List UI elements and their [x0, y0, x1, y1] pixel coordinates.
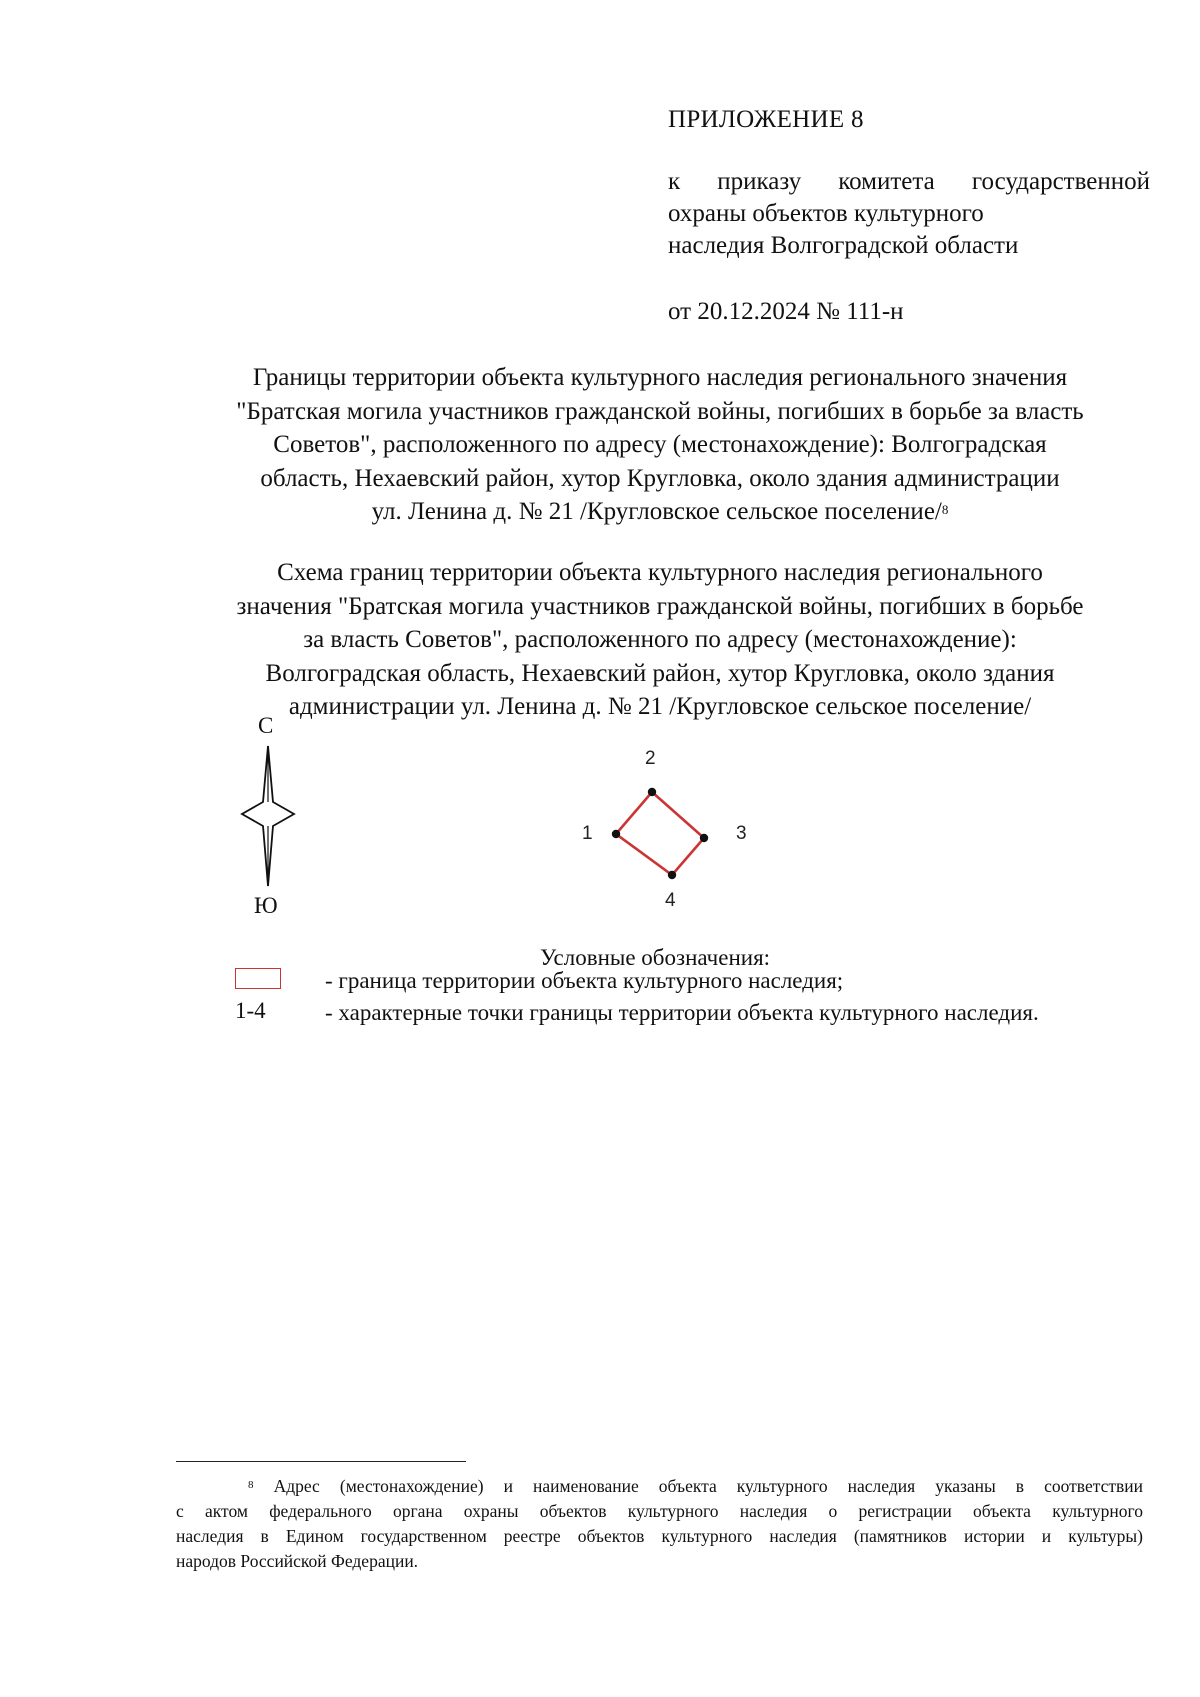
- boundary-point-1: [612, 830, 620, 838]
- scheme-line-4: Волгоградская область, Нехаевский район, хутор Кругловка, около здания: [265, 659, 1055, 687]
- compass-rose-icon: [240, 744, 296, 890]
- boundaries-heading: [120, 361, 1200, 529]
- scheme-line-3: за власть Советов", расположенного по адресу (местонахождение):: [303, 626, 1017, 653]
- footnote-reference[interactable]: 8: [941, 502, 949, 517]
- compass-north-label: С: [258, 713, 274, 738]
- footnote-line-4: народов Российской Федерации.: [176, 1551, 419, 1571]
- heading-line-2: "Братская могила участников гражданской войны, погибших в борьбе за власть: [236, 397, 1084, 425]
- legend-points-text: - характерные точки границы территории объекта культурного наследия.: [325, 1000, 1039, 1025]
- footnote-line-3: наследия в Едином государственном реестре объектов культурного наследия (памятников истории и культуры): [176, 1526, 1143, 1546]
- boundary-scheme: [560, 730, 750, 920]
- point-label-1: 1: [582, 823, 593, 844]
- footnote-line-1: $^8$ Адрес (местонахождение) и наименование объекта культурного наследия указаны в соответствии: [248, 1476, 1144, 1496]
- boundary-point-3: [700, 834, 708, 842]
- heading-line-4: область, Нехаевский район, хутор Кругловка, около здания администрации: [260, 464, 1060, 492]
- order-reference: [668, 166, 1150, 262]
- compass-south-label: Ю: [254, 893, 278, 918]
- legend-boundary-swatch: [235, 968, 281, 989]
- legend-points-range: 1-4: [235, 998, 266, 1023]
- heading-line-1: Границы территории объекта культурного наследия регионального значения: [252, 364, 1068, 391]
- legend-boundary-text: - граница территории объекта культурного наследия;: [325, 968, 844, 993]
- footnote: [176, 1474, 1143, 1574]
- point-label-3: 3: [736, 823, 747, 844]
- order-line-2: охраны объектов культурного: [668, 200, 984, 227]
- order-line-1: к приказу комитета государственной: [668, 168, 1150, 195]
- point-label-4: 4: [665, 890, 676, 911]
- scheme-heading: [120, 556, 1200, 724]
- order-line-3: наследия Волгоградской области: [668, 232, 1019, 259]
- legend-title: Условные обозначения:: [540, 945, 771, 970]
- footnote-mark: 8: [248, 1479, 254, 1491]
- footnote-separator: [176, 1461, 466, 1462]
- point-label-2: 2: [645, 748, 656, 769]
- footnote-line-2: с актом федерального органа охраны объектов культурного наследия о регистрации объекта культурного: [176, 1501, 1143, 1521]
- boundary-point-4: [668, 871, 676, 879]
- boundary-outline: [616, 792, 704, 875]
- order-date-number: от 20.12.2024 № 111-н: [668, 298, 904, 325]
- scheme-line-1: Схема границ территории объекта культурного наследия регионального: [277, 559, 1043, 586]
- boundary-point-2: [648, 788, 656, 796]
- scheme-line-2: значения "Братская могила участников гражданской войны, погибших в борьбе: [236, 592, 1084, 620]
- appendix-title: ПРИЛОЖЕНИЕ 8: [668, 106, 864, 133]
- heading-line-5: ул. Ленина д. № 21 /Кругловское сельское поселение/$^8$: [371, 498, 949, 525]
- scheme-line-5: администрации ул. Ленина д. № 21 /Кругловское сельское поселение/: [288, 693, 1032, 720]
- heading-line-3: Советов", расположенного по адресу (местонахождение): Волгоградская: [273, 431, 1047, 458]
